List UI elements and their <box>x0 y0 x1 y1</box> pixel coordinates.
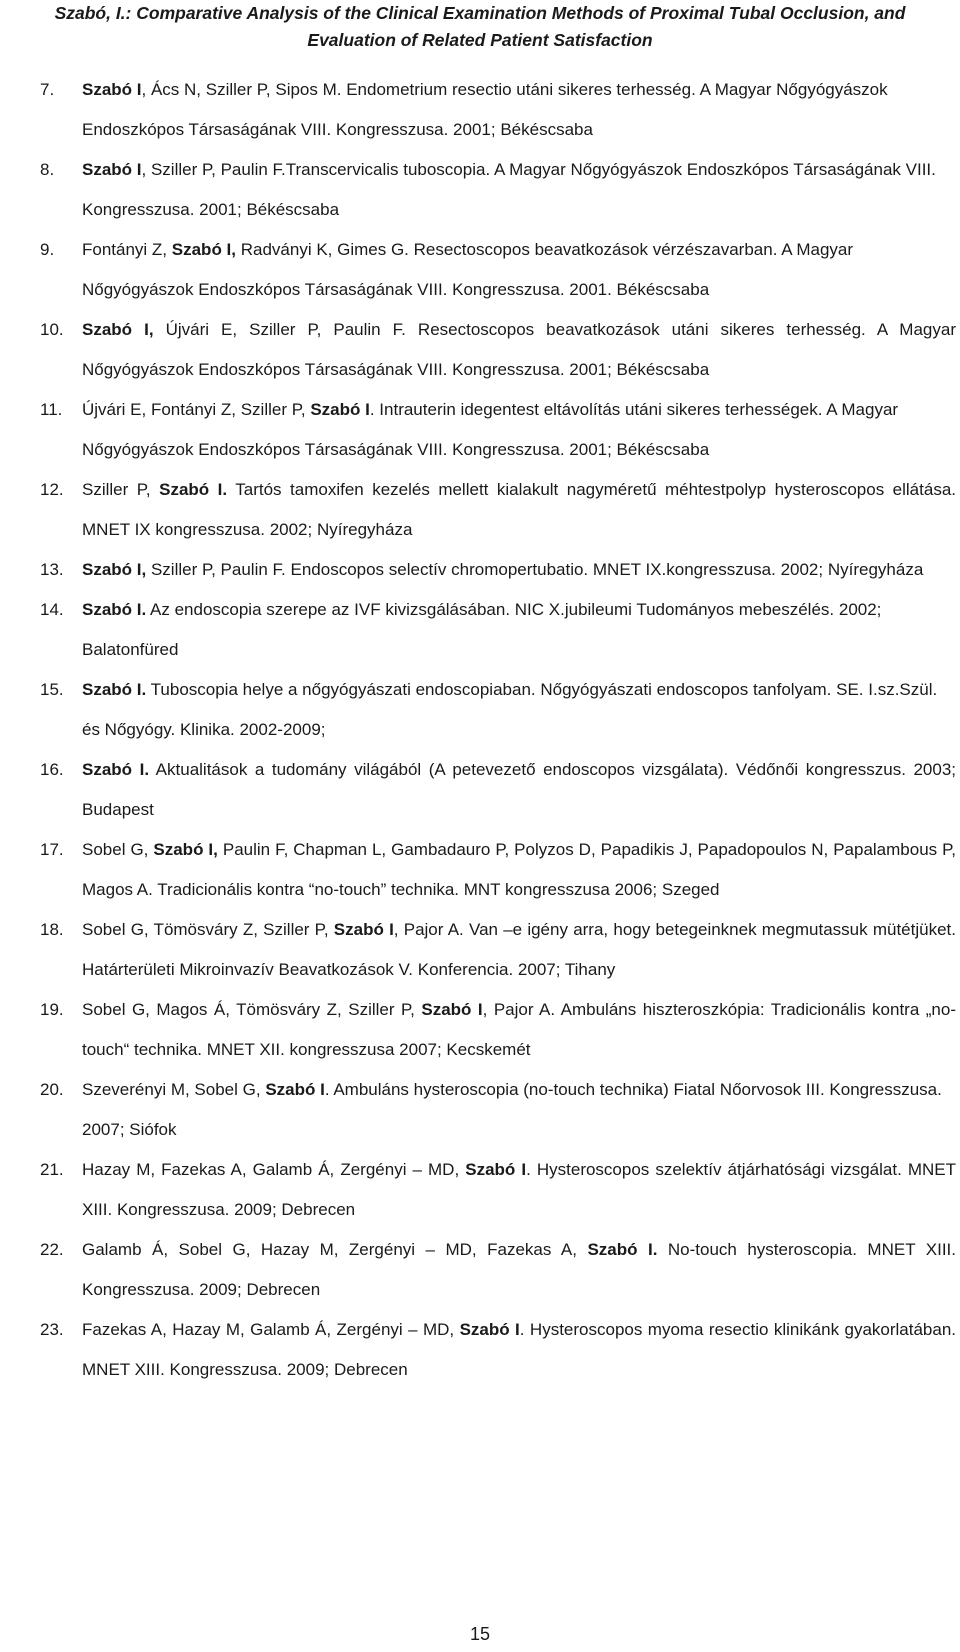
reference-number: 19. <box>40 1000 64 1019</box>
reference-number: 21. <box>40 1160 64 1179</box>
reference-text <box>82 550 956 590</box>
reference-text <box>82 1310 956 1390</box>
reference-segment: Sobel G, Magos Á, Tömösváry Z, Sziller P, <box>82 1000 422 1019</box>
reference-segment: Sziller P, <box>82 480 160 499</box>
reference-text <box>82 990 956 1070</box>
reference-segment: Sziller P, Paulin F. Endoscopos selectív chromopertubatio. MNET IX.kongresszusa. 2002; Nyíregyháza <box>146 560 924 579</box>
reference-segment: , Ács N, Sziller P, Sipos M. Endometrium resectio utáni sikeres terhesség. A Magyar Nőgyógyászok Endoszkópos Társaságának VIII. Kongresszusa. 2001; Békéscsaba <box>82 80 888 139</box>
reference-segment: Tartós tamoxifen kezelés mellett kialakult nagyméretű méhtestpolyp hysteroscopos ellátása. MNET IX kongresszusa. 2002; Nyíregyháza <box>82 480 956 539</box>
reference-segment: Újvári E, Fontányi Z, Sziller P, <box>82 400 311 419</box>
reference-text <box>82 670 956 750</box>
reference-text <box>82 150 956 230</box>
author-highlight: Szabó I, <box>82 560 147 579</box>
header-title-line-1: Szabó, I.: Comparative Analysis of the Clinical Examination Methods of Proximal Tubal Occlusion, and <box>54 3 906 23</box>
reference-text <box>82 910 956 990</box>
reference-item <box>0 70 960 150</box>
author-highlight: Szabó I, <box>153 840 218 859</box>
reference-number: 16. <box>40 760 64 779</box>
reference-segment: Hazay M, Fazekas A, Galamb Á, Zergényi – MD, <box>82 1160 466 1179</box>
reference-item <box>0 390 960 470</box>
reference-text <box>82 1150 956 1230</box>
reference-text <box>82 830 956 910</box>
reference-item <box>0 590 960 670</box>
author-highlight: Szabó I, <box>171 240 236 259</box>
author-highlight: Szabó I. <box>159 480 228 499</box>
reference-list <box>0 70 960 1390</box>
reference-number: 14. <box>40 600 64 619</box>
reference-item <box>0 230 960 310</box>
reference-segment: , Sziller P, Paulin F.Transcervicalis tuboscopia. A Magyar Nőgyógyászok Endoszkópos Társaságának VIII. Kongresszusa. 2001; Békéscsaba <box>82 160 936 219</box>
reference-segment: . Hysteroscopos szelektív átjárhatósági vizsgálat. MNET XIII. Kongresszusa. 2009; Debrecen <box>82 1160 957 1219</box>
author-highlight: Szabó I. <box>82 600 147 619</box>
reference-item <box>0 1230 960 1310</box>
reference-text <box>82 70 956 150</box>
author-highlight: Szabó I <box>82 80 142 99</box>
reference-text <box>82 750 956 830</box>
reference-segment: Az endoscopia szerepe az IVF kivizsgálásában. NIC X.jubileumi Tudományos mebeszélés. 2002; Balatonfüred <box>82 600 882 659</box>
reference-segment: Galamb Á, Sobel G, Hazay M, Zergényi – MD, Fazekas A, <box>82 1240 588 1259</box>
reference-item <box>0 150 960 230</box>
reference-segment: Sobel G, Tömösváry Z, Sziller P, <box>82 920 334 939</box>
reference-number: 11. <box>40 400 63 419</box>
reference-text <box>82 310 956 390</box>
reference-item <box>0 470 960 550</box>
reference-segment: Radványi K, Gimes G. Resectoscopos beavatkozások vérzészavarban. A Magyar Nőgyógyászok Endoszkópos Társaságának VIII. Kongresszusa. 2001. Békéscsaba <box>82 240 854 299</box>
reference-segment: , Pajor A. Ambuláns hiszteroszkópia: Tradicionális kontra „no-touch“ technika. MNET XII. kongresszusa 2007; Kecskemét <box>82 1000 957 1059</box>
reference-item <box>0 1070 960 1150</box>
reference-item <box>0 990 960 1070</box>
reference-number: 13. <box>40 560 64 579</box>
reference-number: 18. <box>40 920 64 939</box>
reference-number: 20. <box>40 1080 64 1099</box>
reference-item <box>0 550 960 590</box>
reference-number: 23. <box>40 1320 64 1339</box>
author-highlight: Szabó I. <box>82 760 150 779</box>
reference-segment: . Ambuláns hysteroscopia (no-touch technika) Fiatal Nőorvosok III. Kongresszusa. 2007; Siófok <box>82 1080 942 1139</box>
reference-number: 7. <box>40 80 55 99</box>
reference-segment: Újvári E, Sziller P, Paulin F. Resectoscopos beavatkozások utáni sikeres terhesség. A Magyar Nőgyógyászok Endoszkópos Társaságának VIII. Kongresszusa. 2001; Békéscsaba <box>82 320 956 379</box>
reference-segment: Aktualitások a tudomány világából (A petevezető endoscopos vizsgálata). Védőnői kongresszus. 2003; Budapest <box>82 760 957 819</box>
reference-segment: Paulin F, Chapman L, Gambadauro P, Polyzos D, Papadikis J, Papadopoulos N, Papalambous P, Magos A. Tradicionális kontra “no-touch” technika. MNT kongresszusa 2006; Szeged <box>82 840 956 899</box>
page-number: 15 <box>469 1624 491 1644</box>
reference-text <box>82 590 956 670</box>
author-highlight: Szabó I <box>265 1080 325 1099</box>
author-highlight: Szabó I <box>333 920 394 939</box>
author-highlight: Szabó I, <box>82 320 154 339</box>
page-header <box>0 0 960 54</box>
reference-number: 15. <box>40 680 64 699</box>
reference-segment: Szeverényi M, Sobel G, <box>82 1080 266 1099</box>
reference-number: 17. <box>40 840 64 859</box>
reference-segment: Fontányi Z, <box>82 240 172 259</box>
reference-segment: , Pajor A. Van –e igény arra, hogy betegeinknek megmutassuk mütétjüket. Határterületi Mikroinvazív Beavatkozások V. Konferencia. 2007; Tihany <box>82 920 956 979</box>
author-highlight: Szabó I <box>310 400 370 419</box>
reference-text <box>82 1070 956 1150</box>
reference-item <box>0 1150 960 1230</box>
author-highlight: Szabó I <box>421 1000 483 1019</box>
header-title-line-2: Evaluation of Related Patient Satisfaction <box>307 30 653 50</box>
author-highlight: Szabó I <box>459 1320 520 1339</box>
reference-number: 8. <box>40 160 55 179</box>
reference-segment: Fazekas A, Hazay M, Galamb Á, Zergényi – MD, <box>82 1320 460 1339</box>
reference-number: 9. <box>40 240 55 259</box>
reference-segment: . Intrauterin idegentest eltávolítás utáni sikeres terhességek. A Magyar Nőgyógyászok Endoszkópos Társaságának VIII. Kongresszusa. 2001; Békéscsaba <box>82 400 899 459</box>
reference-segment: . Hysteroscopos myoma resectio klinikánk gyakorlatában. MNET XIII. Kongresszusa. 2009; Debrecen <box>82 1320 957 1379</box>
author-highlight: Szabó I. <box>587 1240 658 1259</box>
reference-item <box>0 1310 960 1390</box>
reference-text <box>82 230 956 310</box>
author-highlight: Szabó I <box>465 1160 527 1179</box>
reference-item <box>0 310 960 390</box>
reference-item <box>0 750 960 830</box>
reference-item <box>0 910 960 990</box>
reference-number: 10. <box>40 320 64 339</box>
reference-text <box>82 1230 956 1310</box>
reference-item <box>0 670 960 750</box>
reference-item <box>0 830 960 910</box>
reference-number: 22. <box>40 1240 64 1259</box>
reference-segment: Tuboscopia helye a nőgyógyászati endoscopiaban. Nőgyógyászati endoscopos tanfolyam. SE. I.sz.Szül. és Nőgyógy. Klinika. 2002-2009; <box>82 680 938 739</box>
reference-number: 12. <box>40 480 64 499</box>
reference-text <box>82 470 956 550</box>
reference-segment: Sobel G, <box>82 840 154 859</box>
reference-segment: No-touch hysteroscopia. MNET XIII. Kongresszusa. 2009; Debrecen <box>82 1240 956 1299</box>
reference-text <box>82 390 956 470</box>
author-highlight: Szabó I <box>82 160 142 179</box>
author-highlight: Szabó I. <box>82 680 147 699</box>
